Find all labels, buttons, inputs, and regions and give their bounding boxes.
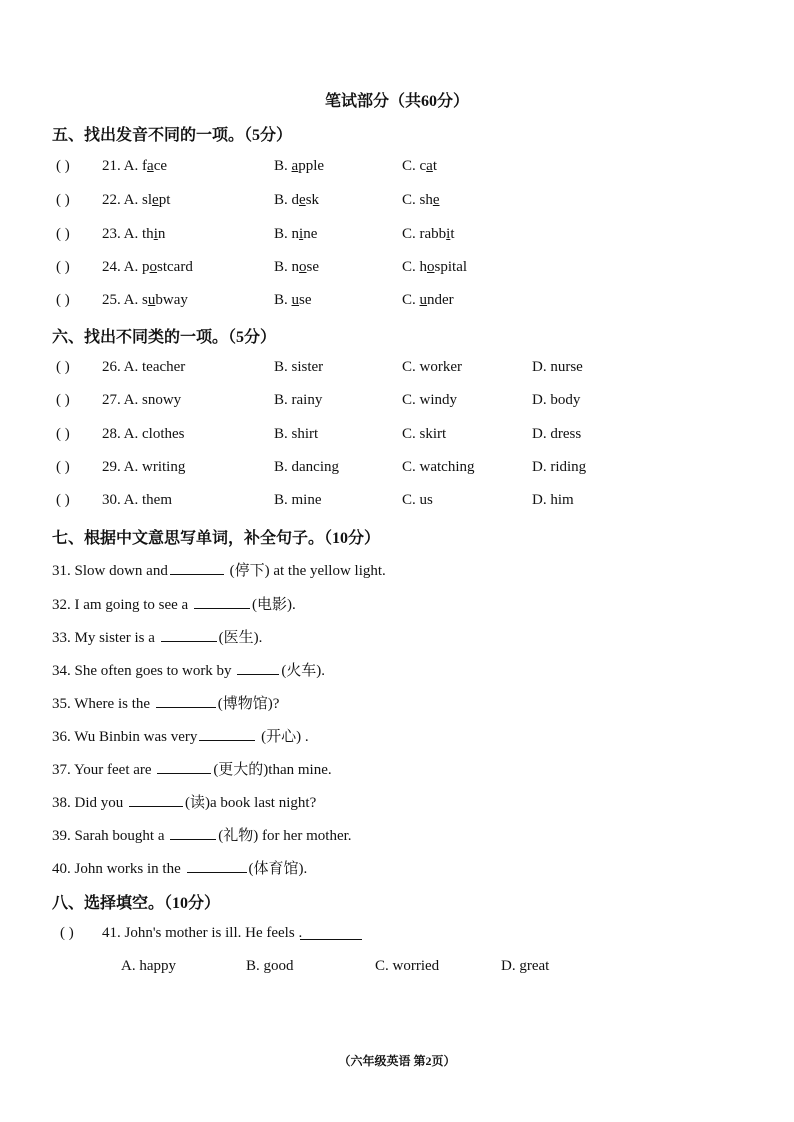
option-b: B. rainy: [274, 392, 323, 408]
option-d: D. riding: [532, 459, 587, 475]
option-c: C. cat: [402, 158, 438, 174]
question-row: [56, 925, 776, 947]
answer-bracket[interactable]: ( ): [60, 925, 74, 941]
option-d: D. great: [501, 958, 550, 974]
fill-in-question: 36. Wu Binbin was very (开心) .: [52, 725, 309, 746]
option-d: D. body: [532, 392, 581, 408]
question-row: [56, 226, 776, 248]
fill-in-question: 37. Your feet are (更大的)than mine.: [52, 758, 332, 779]
option-a: 23. A. thin: [102, 226, 166, 242]
question-row: [56, 392, 776, 414]
option-c: C. hospital: [402, 259, 468, 275]
answer-bracket[interactable]: ( ): [56, 492, 70, 508]
option-b: B. nine: [274, 226, 318, 242]
option-c: C. windy: [402, 392, 458, 408]
answer-blank[interactable]: [199, 726, 255, 741]
fill-in-question: 34. She often goes to work by (火车).: [52, 659, 325, 680]
page-title: 笔试部分（共60分）: [324, 93, 469, 110]
fill-in-question: 40. John works in the (体育馆).: [52, 857, 307, 878]
option-a: 25. A. subway: [102, 292, 188, 308]
option-a: 24. A. postcard: [102, 259, 193, 275]
answer-bracket[interactable]: ( ): [56, 359, 70, 375]
option-c: C. us: [402, 492, 433, 508]
answer-bracket[interactable]: ( ): [56, 158, 70, 174]
option-b: B. shirt: [274, 426, 319, 442]
question-row: [56, 492, 776, 514]
fill-in-question: 31. Slow down and (停下) at the yellow light.: [52, 559, 386, 580]
option-b: B. good: [246, 958, 294, 974]
fill-in-question: 35. Where is the (博物馆)?: [52, 692, 279, 713]
answer-blank[interactable]: [129, 792, 183, 807]
option-b: B. apple: [274, 158, 325, 174]
section-8-heading: 八、选择填空。（10分）: [52, 895, 221, 912]
answer-bracket[interactable]: ( ): [56, 292, 70, 308]
option-b: B. sister: [274, 359, 324, 375]
option-d: D. him: [532, 492, 574, 508]
option-a: 29. A. writing: [102, 459, 186, 475]
answer-blank[interactable]: [170, 560, 224, 575]
answer-bracket[interactable]: ( ): [56, 259, 70, 275]
answer-blank[interactable]: [170, 825, 216, 840]
answer-bracket[interactable]: ( ): [56, 226, 70, 242]
option-a: 30. A. them: [102, 492, 172, 508]
question-row: [56, 359, 776, 381]
answer-blank[interactable]: [156, 693, 216, 708]
answer-blank[interactable]: [194, 594, 250, 609]
answer-bracket[interactable]: ( ): [56, 459, 70, 475]
question-row: [56, 292, 776, 314]
option-d: D. nurse: [532, 359, 583, 375]
option-c: C. watching: [402, 459, 475, 475]
answer-blank[interactable]: [157, 759, 211, 774]
option-c: C. she: [402, 192, 440, 208]
answer-bracket[interactable]: ( ): [56, 392, 70, 408]
option-c: C. rabbit: [402, 226, 455, 242]
option-a: 26. A. teacher: [102, 359, 186, 375]
fill-in-question: 39. Sarah bought a (礼物) for her mother.: [52, 824, 352, 845]
option-b: B. mine: [274, 492, 322, 508]
fill-in-question: 38. Did you (读)a book last night?: [52, 791, 316, 812]
answer-blank[interactable]: [300, 925, 362, 940]
section-6-heading: 六、找出不同类的一项。（5分）: [52, 329, 277, 346]
question-row: [56, 259, 776, 281]
section-5-heading: 五、找出发音不同的一项。（5分）: [52, 127, 293, 144]
page-footer: （六年级英语 第2页）: [338, 1054, 456, 1068]
option-d: D. dress: [532, 426, 582, 442]
option-a: 28. A. clothes: [102, 426, 185, 442]
fill-in-question: 33. My sister is a (医生).: [52, 626, 262, 647]
option-c: C. worker: [402, 359, 462, 375]
option-a: A. happy: [121, 958, 176, 974]
option-c: C. skirt: [402, 426, 447, 442]
option-b: B. dancing: [274, 459, 339, 475]
option-b: B. use: [274, 292, 312, 308]
question-row: [56, 426, 776, 448]
option-c: C. worried: [375, 958, 440, 974]
question-row: [56, 459, 776, 481]
answer-blank[interactable]: [237, 660, 279, 675]
option-c: C. under: [402, 292, 454, 308]
answer-blank[interactable]: [161, 627, 217, 642]
section-7-heading: 七、根据中文意思写单词，补全句子。（10分）: [52, 530, 381, 547]
option-a: 21. A. face: [102, 158, 168, 174]
answer-bracket[interactable]: ( ): [56, 426, 70, 442]
fill-in-question: 32. I am going to see a (电影).: [52, 593, 296, 614]
question-row: [56, 158, 776, 180]
answer-blank[interactable]: [187, 858, 247, 873]
option-a: 27. A. snowy: [102, 392, 182, 408]
answer-bracket[interactable]: ( ): [56, 192, 70, 208]
question-row: [56, 192, 776, 214]
question-stem: 41. John's mother is ill. He feels .: [102, 925, 302, 942]
option-b: B. nose: [274, 259, 320, 275]
option-b: B. desk: [274, 192, 320, 208]
option-a: 22. A. slept: [102, 192, 171, 208]
